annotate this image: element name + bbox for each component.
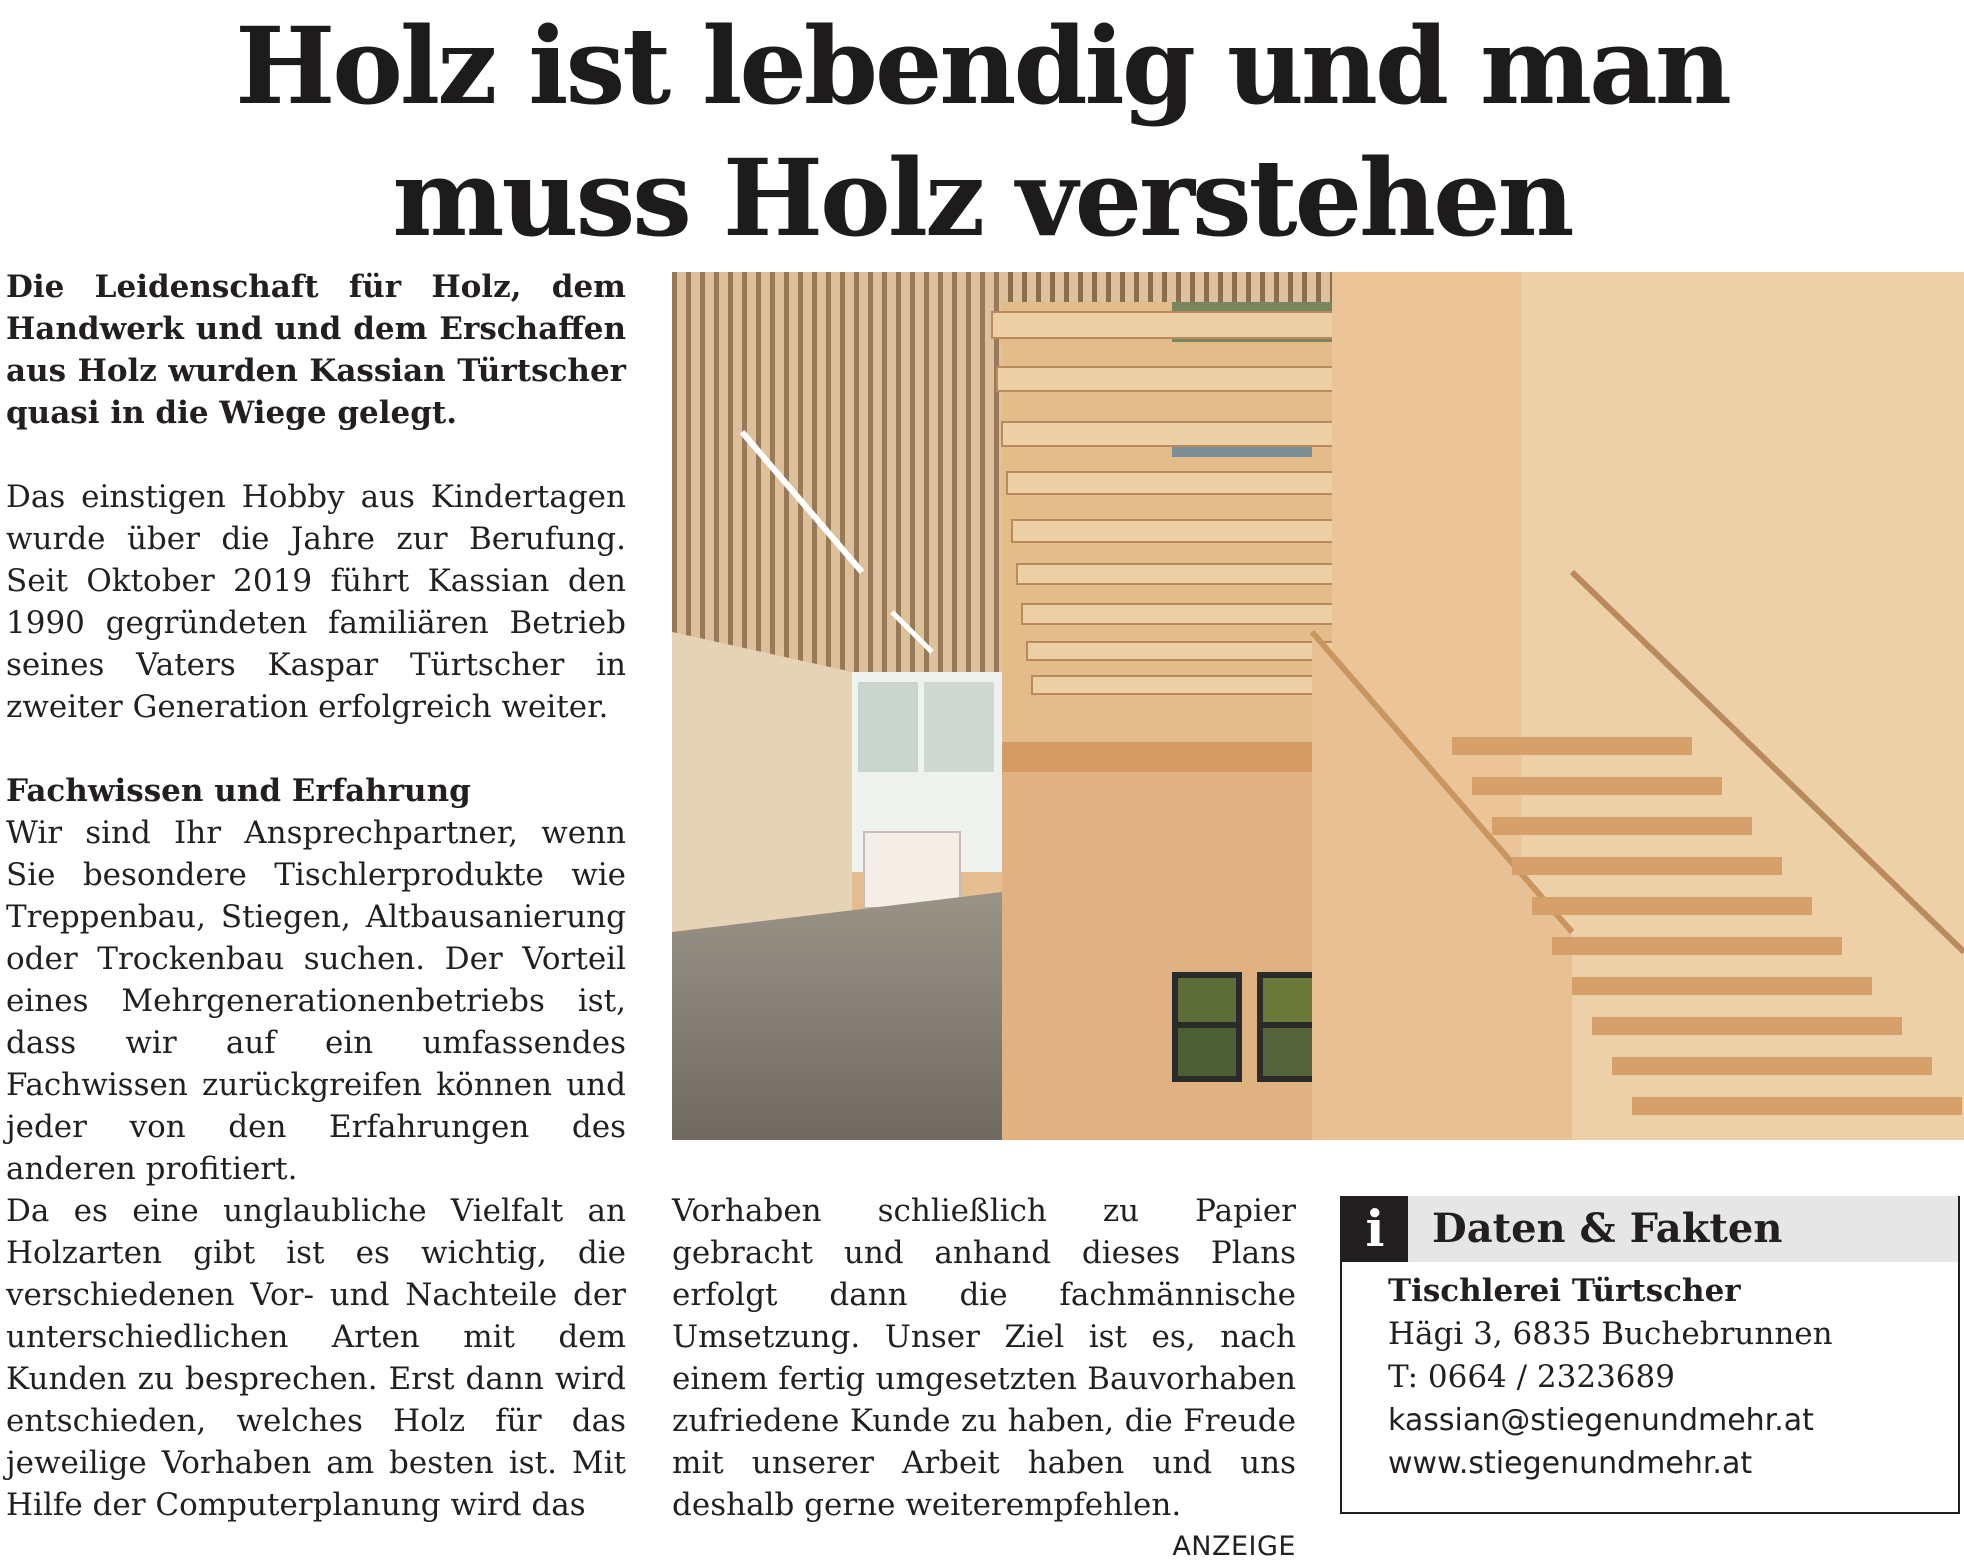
- company-address: Hägi 3, 6835 Buchebrunnen: [1388, 1316, 1833, 1352]
- headline-line-1: Holz ist lebendig und man: [235, 3, 1729, 128]
- facts-header: [1342, 1196, 1958, 1262]
- company-email: kassian@stiegenundmehr.at: [1388, 1403, 1814, 1438]
- headline-line-2: muss Holz verstehen: [392, 135, 1572, 260]
- paragraph-planning-text: Vorhaben schließlich zu Papier gebracht und anhand dieses Plans erfolgt dann die fachmännische Umsetzung. Unser Ziel ist es, nach einem fertig umgesetzten Bauvorhaben zufriedene Kunde zu haben, die Freude mit unserer Arbeit haben und uns deshalb gerne weiterempfehlen.: [672, 1193, 1296, 1523]
- staircase-photo: [672, 272, 1964, 1140]
- facts-body: [1342, 1262, 1958, 1485]
- subhead-fachwissen: Fachwissen und Erfahrung: [6, 773, 471, 809]
- intro-paragraph: Die Leidenschaft für Holz, dem Handwerk und und dem Erschaffen aus Holz wurden Kassian Türtscher quasi in die Wiege gelegt.: [6, 269, 626, 431]
- company-phone: T: 0664 / 2323689: [1388, 1359, 1675, 1395]
- facts-box: [1340, 1196, 1960, 1514]
- paragraph-expertise: Wir sind Ihr Ansprechpartner, wenn Sie besondere Tischlerprodukte wie Treppenbau, Stiegen, Altbausanierung oder Trockenbau suchen. Der Vorteil eines Mehrgenerationenbetriebs ist, dass wir auf ein umfassendes Fachwissen zurückgreifen können und jeder von den Erfahrungen des anderen profitiert.: [6, 815, 626, 1187]
- middle-column: [672, 1190, 1296, 1568]
- info-icon: i: [1342, 1196, 1408, 1262]
- headline: [0, 0, 1964, 264]
- facts-title: Daten & Fakten: [1432, 1205, 1783, 1252]
- company-name: Tischlerei Türtscher: [1388, 1273, 1741, 1309]
- paragraph-planning: [672, 1190, 1296, 1562]
- paragraph-history: Das einstigen Hobby aus Kindertagen wurde über die Jahre zur Berufung. Seit Oktober 2019 führt Kassian den 1990 gegründeten familiären Betrieb seines Vaters Kaspar Türtscher in zweiter Generation erfolgreich weiter.: [6, 479, 626, 725]
- paragraph-wood-types: Da es eine unglaubliche Vielfalt an Holzarten gibt ist es wichtig, die verschiedenen Vor- und Nachteile der unterschiedlichen Arten mit dem Kunden zu besprechen. Erst dann wird entschieden, welches Holz für das jeweilige Vorhaben am besten ist. Mit Hilfe der Computerplanung wird das: [6, 1193, 626, 1523]
- left-column: [6, 266, 626, 1526]
- company-website: www.stiegenundmehr.at: [1388, 1446, 1753, 1481]
- ad-label: ANZEIGE: [1172, 1531, 1296, 1562]
